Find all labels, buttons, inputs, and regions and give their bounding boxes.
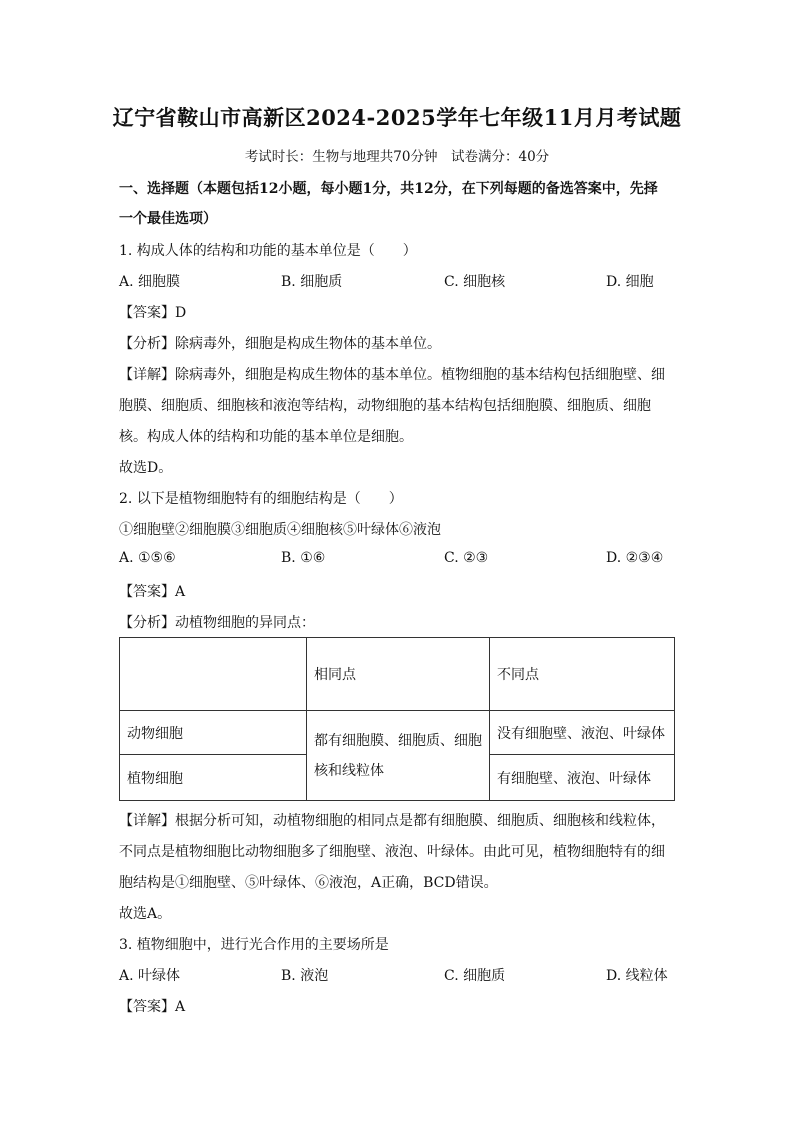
section-heading: 一、选择题（本题包括12小题，每小题1分，共12分，在下列每题的备选答案中，先择 xyxy=(119,181,658,197)
comparison-table xyxy=(119,637,675,801)
same-text-line: 核和线粒体 xyxy=(314,762,384,779)
page-title: 辽宁省鞍山市高新区2024-2025学年七年级11月月考试题 xyxy=(112,105,682,130)
q2-items: ①细胞壁②细胞膜③细胞质④细胞核⑤叶绿体⑥液泡 xyxy=(119,522,441,538)
q1-analysis: 【分析】除病毒外，细胞是构成生物体的基本单位。 xyxy=(119,336,441,352)
table-header-row xyxy=(120,638,675,711)
exam-info: 考试时长：生物与地理共70分钟 试卷满分：40分 xyxy=(244,149,550,165)
q2-option-a: A. ①⑤⑥ xyxy=(119,550,176,566)
q2-conclusion: 故选A。 xyxy=(119,906,172,922)
q2-option-d: D. ②③④ xyxy=(606,550,664,566)
q3-option-b: B. 液泡 xyxy=(281,968,329,984)
table-corner-cell xyxy=(120,638,307,711)
q1-answer: 【答案】D xyxy=(119,305,187,321)
animal-diff-cell: 没有细胞壁、液泡、叶绿体 xyxy=(490,711,675,755)
q2-option-c: C. ②③ xyxy=(444,550,489,566)
q3-option-a: A. 叶绿体 xyxy=(119,968,181,984)
section-heading-cont: 一个最佳选项） xyxy=(119,211,217,227)
q1-option-a: A. 细胞膜 xyxy=(119,274,181,290)
table-header-same: 相同点 xyxy=(307,638,490,711)
q2-option-b: B. ①⑥ xyxy=(281,550,326,566)
q2-detail-cont: 胞结构是①细胞壁、⑤叶绿体、⑥液泡，A正确，BCD错误。 xyxy=(119,875,498,891)
q1-option-c: C. 细胞核 xyxy=(444,274,506,290)
q2-detail: 【详解】根据分析可知，动植物细胞的相同点是都有细胞膜、细胞质、细胞核和线粒体， xyxy=(119,813,665,829)
q1-detail-cont: 核。构成人体的结构和功能的基本单位是细胞。 xyxy=(119,429,413,445)
q1-stem: 1. 构成人体的结构和功能的基本单位是（ ） xyxy=(119,243,417,259)
table-same-cell xyxy=(307,711,490,801)
q3-answer: 【答案】A xyxy=(119,999,186,1015)
q1-detail: 【详解】除病毒外，细胞是构成生物体的基本单位。植物细胞的基本结构包括细胞壁、细 xyxy=(119,367,665,383)
same-text-line: 都有细胞膜、细胞质、细胞 xyxy=(314,732,482,749)
table-row xyxy=(120,711,675,755)
q1-detail-cont: 胞膜、细胞质、细胞核和液泡等结构，动物细胞的基本结构包括细胞膜、细胞质、细胞 xyxy=(119,398,651,414)
q2-detail-cont: 不同点是植物细胞比动物细胞多了细胞壁、液泡、叶绿体。由此可见，植物细胞特有的细 xyxy=(119,844,665,860)
q2-answer: 【答案】A xyxy=(119,584,186,600)
q2-analysis: 【分析】动植物细胞的异同点： xyxy=(119,615,315,631)
plant-diff-cell: 有细胞壁、液泡、叶绿体 xyxy=(490,755,675,801)
row-label-plant: 植物细胞 xyxy=(120,755,307,801)
q1-conclusion: 故选D。 xyxy=(119,460,173,476)
q3-option-d: D. 线粒体 xyxy=(606,968,668,984)
table-header-diff: 不同点 xyxy=(490,638,675,711)
q1-option-b: B. 细胞质 xyxy=(281,274,343,290)
q3-stem: 3. 植物细胞中，进行光合作用的主要场所是 xyxy=(119,937,389,953)
q3-option-c: C. 细胞质 xyxy=(444,968,506,984)
row-label-animal: 动物细胞 xyxy=(120,711,307,755)
q1-option-d: D. 细胞 xyxy=(606,274,654,290)
q2-stem: 2. 以下是植物细胞特有的细胞结构是（ ） xyxy=(119,491,403,507)
